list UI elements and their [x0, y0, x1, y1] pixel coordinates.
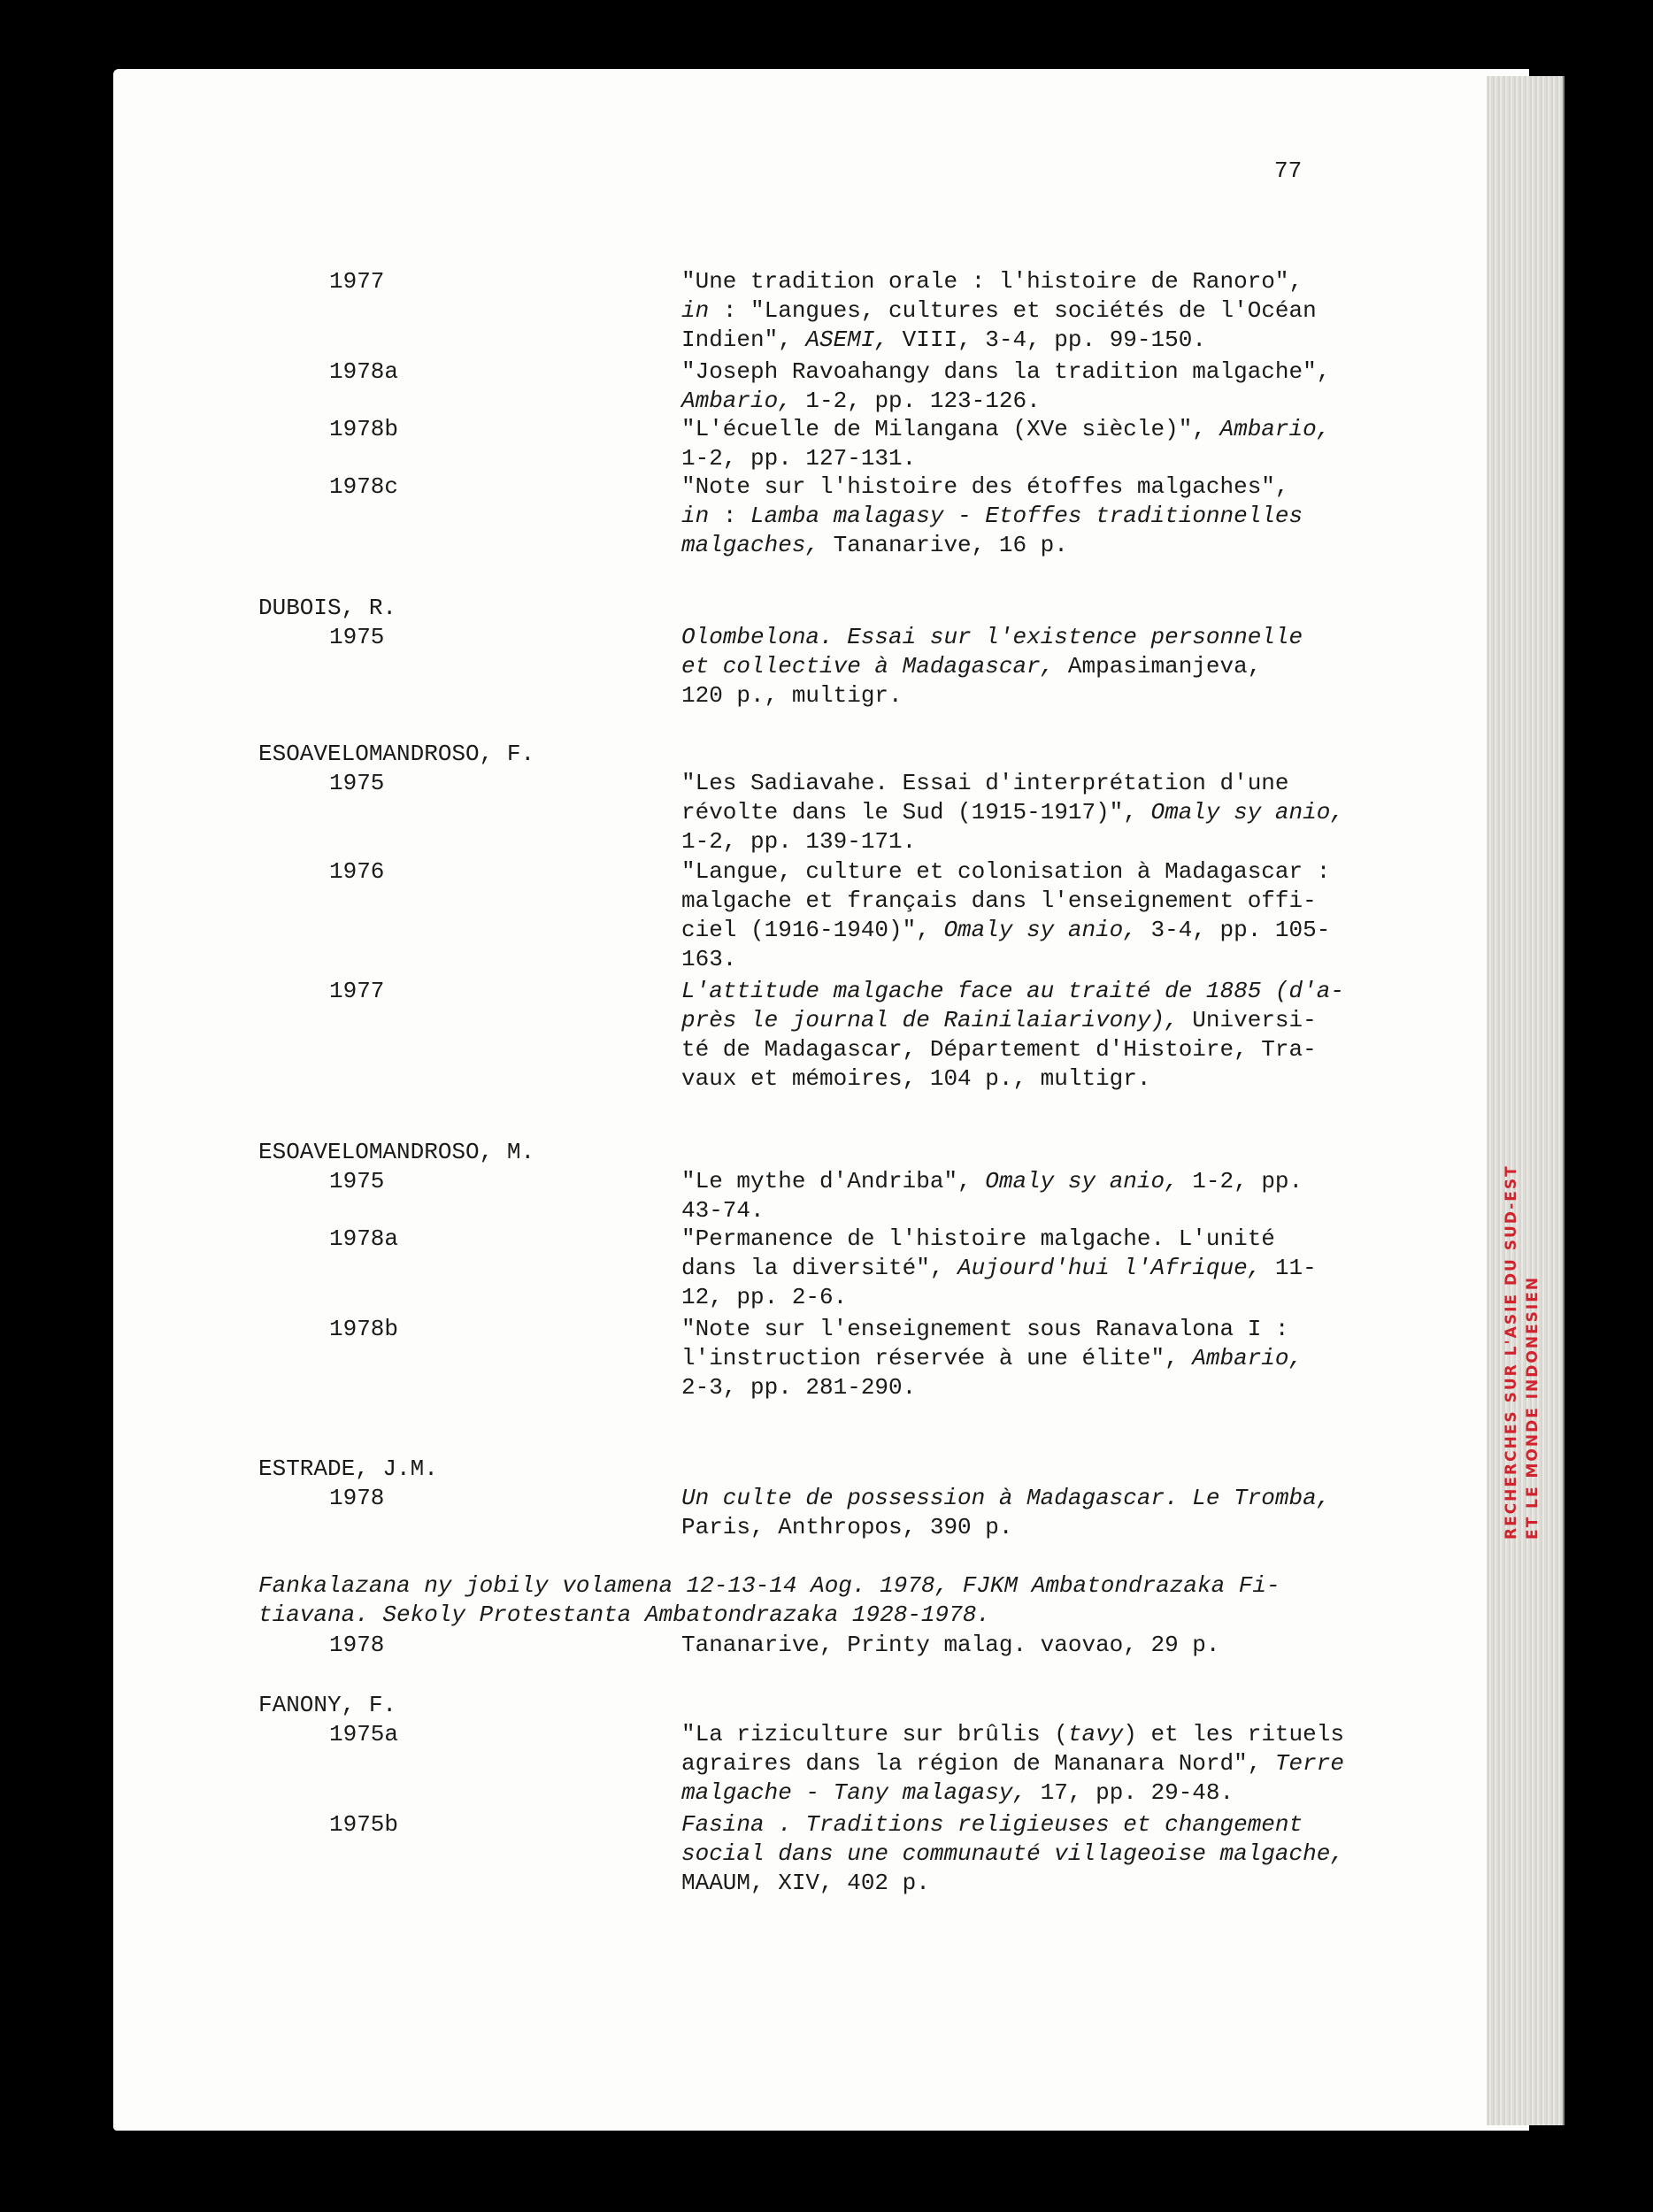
citation-line	[681, 386, 1041, 416]
citation-text: té de Madagascar, Département d'Histoire, Tra-	[681, 1036, 1317, 1063]
citation-text: 120 p., multigr.	[681, 682, 903, 709]
citation-line	[681, 1343, 1303, 1373]
citation-line	[681, 296, 1317, 326]
citation-text: Universi-	[1178, 1007, 1317, 1033]
citation-line	[681, 1166, 1303, 1196]
citation-line	[681, 1372, 916, 1402]
citation-line	[681, 1868, 930, 1898]
citation-text: Tananarive, Printy malag. vaovao, 29 p.	[681, 1632, 1220, 1658]
entry-year: 1978	[329, 1632, 385, 1658]
citation-italic-text: tavy	[1067, 1721, 1124, 1747]
citation-italic-text: Fasina . Traditions religieuses et changement	[681, 1811, 1303, 1838]
citation-text: 12, pp. 2-6.	[681, 1284, 848, 1310]
citation-italic-text: in	[681, 297, 710, 324]
citation-text: : "Langues, cultures et sociétés de l'Océan	[709, 297, 1317, 324]
citation-italic-text: malgache - Tany malagasy,	[681, 1779, 1027, 1806]
series-spine-label	[1504, 920, 1545, 1540]
citation-italic-text: Olombelona. Essai sur l'existence personnelle	[681, 624, 1303, 650]
citation-text: "Note sur l'histoire des étoffes malgaches",	[681, 473, 1289, 500]
citation-line	[681, 622, 1303, 652]
citation-italic-text: Aujourd'hui l'Afrique,	[957, 1255, 1262, 1281]
citation-italic-text: ASEMI,	[805, 326, 889, 353]
citation-line	[681, 472, 1289, 502]
author-name: ESOAVELOMANDROSO, M.	[258, 1139, 535, 1165]
entry-year: 1975	[329, 1168, 385, 1194]
citation-line	[681, 915, 1330, 945]
citation-text: 2-3, pp. 281-290.	[681, 1374, 917, 1401]
entry-year: 1978c	[329, 473, 399, 500]
citation-line	[681, 1064, 1151, 1094]
citation-italic-text: Omaly sy anio,	[943, 917, 1137, 943]
citation-line	[681, 768, 1289, 798]
citation-italic-text: Lamba malagasy - Etoffes traditionnelles	[750, 503, 1303, 529]
citation-text: MAAUM, XIV, 402 p.	[681, 1870, 930, 1896]
citation-text: 3-4, pp. 105-	[1136, 917, 1331, 943]
citation-line	[681, 826, 916, 856]
citation-italic-text: malgaches,	[681, 532, 820, 558]
citation-text: :	[709, 503, 751, 529]
page-number: 77	[1274, 157, 1303, 184]
citation-italic-text: in	[681, 503, 710, 529]
citation-text: Ampasimanjeva,	[1054, 653, 1262, 680]
citation-line	[681, 856, 1330, 887]
citation-text: 1-2, pp. 123-126.	[791, 388, 1041, 414]
anonymous-title-line: Fankalazana ny jobily volamena 12-13-14 Aog. 1978, FJKM Ambatondrazaka Fi-	[258, 1572, 1280, 1599]
series-spine-line-1: RECHERCHES SUR L'ASIE DU SUD-EST	[1503, 1164, 1520, 1540]
citation-line	[681, 443, 916, 473]
citation-text: l'instruction réservée à une élite",	[681, 1345, 1193, 1371]
citation-italic-text: Ambario,	[1192, 1345, 1303, 1371]
citation-text: "La riziculture sur brûlis (	[681, 1721, 1068, 1747]
citation-text: ) et les rituels	[1123, 1721, 1344, 1747]
entry-year: 1975	[329, 770, 385, 796]
citation-text: "Permanence de l'histoire malgache. L'unité	[681, 1225, 1275, 1252]
citation-text: VIII, 3-4, pp. 99-150.	[888, 326, 1206, 353]
citation-line	[681, 325, 1206, 355]
citation-text: "Une tradition orale : l'histoire de Ranoro",	[681, 268, 1303, 295]
citation-italic-text: Terre	[1274, 1750, 1344, 1777]
citation-italic-text: près le journal de Rainilaiarivony),	[681, 1007, 1179, 1033]
entry-year: 1975a	[329, 1721, 399, 1747]
citation-line	[681, 1034, 1317, 1064]
anonymous-title-line: tiavana. Sekoly Protestanta Ambatondrazaka 1928-1978.	[258, 1601, 990, 1628]
citation-line	[681, 1719, 1344, 1749]
citation-line	[681, 1195, 765, 1225]
citation-text: agraires dans la région de Mananara Nord",	[681, 1750, 1275, 1777]
entry-year: 1977	[329, 268, 385, 295]
citation-text: Tananarive, 16 p.	[819, 532, 1068, 558]
citation-line	[681, 1314, 1289, 1344]
entry-year: 1978a	[329, 358, 399, 385]
entry-year: 1978	[329, 1485, 385, 1511]
citation-line	[681, 886, 1317, 916]
citation-line	[681, 976, 1344, 1006]
entry-year: 1975	[329, 624, 385, 650]
citation-line	[681, 1483, 1330, 1513]
entry-year: 1975b	[329, 1811, 399, 1838]
citation-line	[681, 414, 1330, 444]
entry-year: 1976	[329, 858, 385, 885]
author-name: FANONY, F.	[258, 1692, 397, 1718]
citation-text: "Le mythe d'Andriba",	[681, 1168, 986, 1194]
author-name: DUBOIS, R.	[258, 595, 397, 621]
citation-text: 163.	[681, 946, 737, 972]
citation-italic-text: et collective à Madagascar,	[681, 653, 1055, 680]
citation-line	[681, 501, 1303, 531]
citation-italic-text: Ambario,	[1219, 416, 1331, 442]
citation-line	[681, 530, 1068, 560]
citation-text: Indien",	[681, 326, 806, 353]
citation-line	[681, 1224, 1275, 1254]
citation-italic-text: L'attitude malgache face au traité de 1885 (d'a-	[681, 978, 1344, 1004]
citation-italic-text: Omaly sy anio,	[1150, 799, 1344, 826]
citation-line	[681, 944, 736, 974]
citation-line	[681, 357, 1330, 387]
citation-line	[681, 266, 1303, 296]
entry-year: 1978b	[329, 1316, 399, 1342]
citation-text: dans la diversité",	[681, 1255, 958, 1281]
citation-line	[681, 680, 903, 710]
entry-year: 1978a	[329, 1225, 399, 1252]
citation-text: ciel (1916-1940)",	[681, 917, 944, 943]
citation-text: 17, pp. 29-48.	[1026, 1779, 1234, 1806]
citation-text: 1-2, pp. 139-171.	[681, 828, 917, 855]
citation-line	[681, 1512, 1012, 1542]
citation-line	[681, 1748, 1344, 1778]
citation-line	[681, 1005, 1317, 1035]
citation-text: "Joseph Ravoahangy dans la tradition malgache",	[681, 358, 1331, 385]
citation-text: 1-2, pp.	[1178, 1168, 1303, 1194]
citation-italic-text: Ambario,	[681, 388, 792, 414]
author-name: ESTRADE, J.M.	[258, 1455, 438, 1482]
citation-line	[681, 797, 1344, 827]
citation-line	[681, 651, 1261, 681]
author-name: ESOAVELOMANDROSO, F.	[258, 741, 535, 767]
citation-text: 43-74.	[681, 1197, 765, 1224]
citation-text: "Langue, culture et colonisation à Madagascar :	[681, 858, 1331, 885]
citation-text: malgache et français dans l'enseignement offi-	[681, 887, 1317, 914]
series-spine-line-2: ET LE MONDE INDONESIEN	[1524, 1275, 1542, 1540]
entry-year: 1977	[329, 978, 385, 1004]
citation-text: "L'écuelle de Milangana (XVe siècle)",	[681, 416, 1220, 442]
citation-text: Paris, Anthropos, 390 p.	[681, 1514, 1013, 1540]
citation-text: "Les Sadiavahe. Essai d'interprétation d'une	[681, 770, 1289, 796]
citation-line	[681, 1778, 1234, 1808]
citation-italic-text: Un culte de possession à Madagascar. Le Tromba,	[681, 1485, 1331, 1511]
citation-text: 1-2, pp. 127-131.	[681, 445, 917, 472]
entry-year: 1978b	[329, 416, 399, 442]
citation-line	[681, 1253, 1317, 1283]
citation-text: 11-	[1261, 1255, 1317, 1281]
citation-line	[681, 1839, 1344, 1869]
citation-text: "Note sur l'enseignement sous Ranavalona I :	[681, 1316, 1289, 1342]
citation-text: révolte dans le Sud (1915-1917)",	[681, 799, 1151, 826]
citation-text: vaux et mémoires, 104 p., multigr.	[681, 1065, 1151, 1092]
citation-line	[681, 1630, 1220, 1660]
citation-italic-text: Omaly sy anio,	[985, 1168, 1179, 1194]
citation-line	[681, 1809, 1303, 1839]
citation-line	[681, 1282, 847, 1312]
citation-italic-text: social dans une communauté villageoise malgache,	[681, 1840, 1344, 1867]
